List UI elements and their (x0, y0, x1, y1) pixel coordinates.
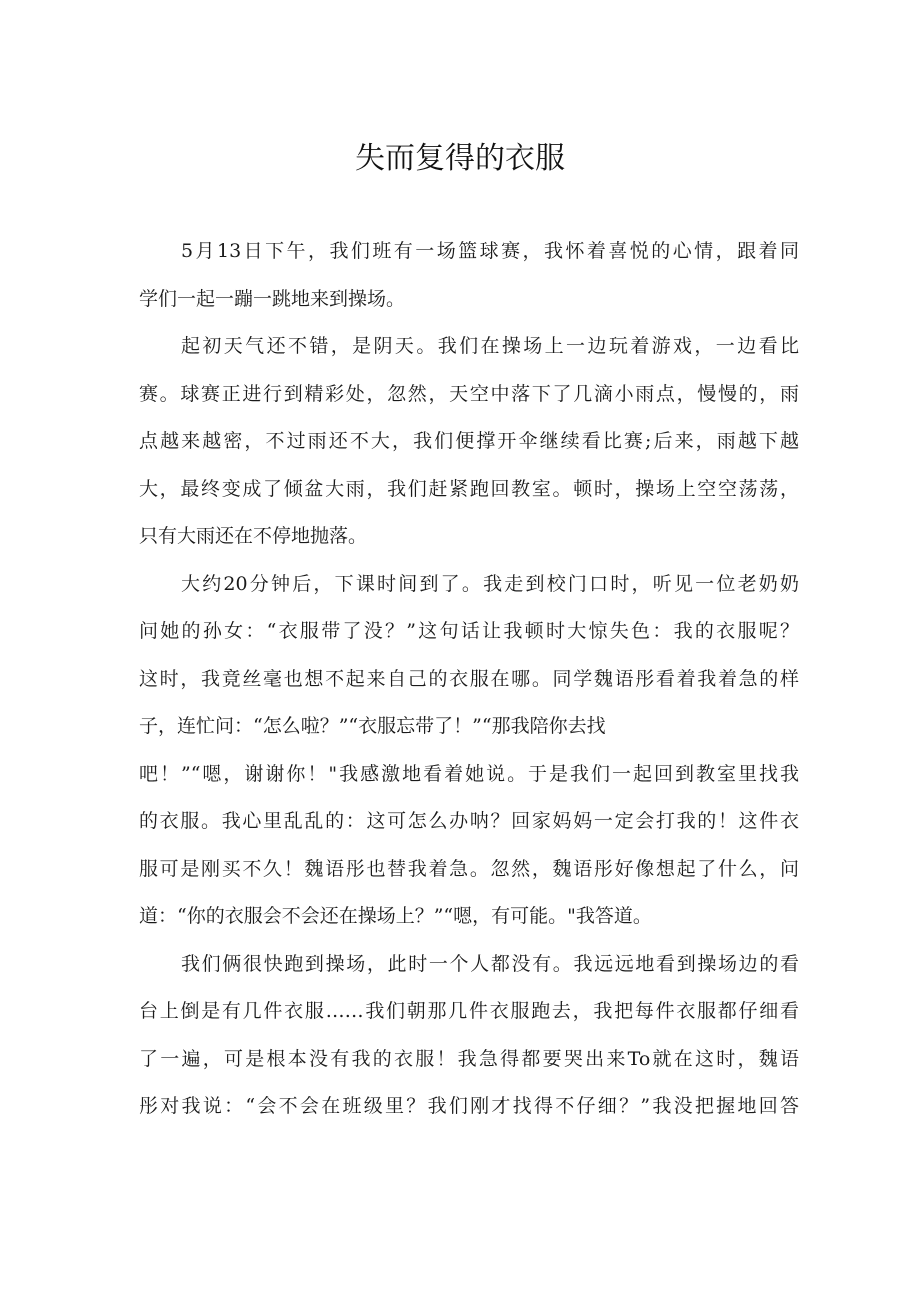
text-line: 台上倒是有几件衣服……我们朝那几件衣服跑去，我把每件衣服都仔细看 (139, 1000, 799, 1022)
text-line: 了一遍，可是根本没有我的衣服！我急得都要哭出来To就在这时，魏语 (139, 1047, 799, 1070)
text-line: 大约20分钟后，下课时间到了。我走到校门口时，听见一位老奶奶 (181, 572, 799, 595)
document-body (139, 228, 799, 1131)
text-line: 5月13日下午，我们班有一场篮球赛，我怀着喜悦的心情，跟着同 (181, 240, 799, 262)
document-title: 失而复得的衣服 (355, 141, 565, 176)
text-line: 学们一起一蹦一跳地来到操场。 (139, 287, 406, 310)
text-line: 我们俩很快跑到操场，此时一个人都没有。我远远地看到操场边的看 (181, 952, 799, 975)
text-line: 道：“你的衣服会不会还在操场上？”“嗯，有可能。"我答道。 (139, 905, 652, 927)
text-line: 子，连忙问：“怎么啦？”“衣服忘带了！”“那我陪你去找 (139, 715, 606, 737)
text-line: 问她的孙女：“衣服带了没？”这句话让我顿时大惊失色：我的衣服呢？ (139, 620, 799, 642)
text-line: 服可是刚买不久！魏语彤也替我着急。忽然，魏语彤好像想起了什么，问 (139, 857, 799, 880)
text-line: 的衣服。我心里乱乱的：这可怎么办呐？回家妈妈一定会打我的！这件衣 (139, 810, 799, 832)
text-line: 彤对我说：“会不会在班级里？我们刚才找得不仔细？”我没把握地回答 (139, 1095, 799, 1117)
text-line: 赛。球赛正进行到精彩处，忽然，天空中落下了几滴小雨点，慢慢的，雨 (139, 382, 799, 405)
text-line: 吧！”“嗯，谢谢你！"我感激地看着她说。于是我们一起回到教室里找我 (139, 762, 799, 785)
text-line: 大，最终变成了倾盆大雨，我们赶紧跑回教室。顿时，操场上空空荡荡， (139, 477, 799, 500)
text-line: 点越来越密，不过雨还不大，我们便撑开伞继续看比赛;后来，雨越下越 (139, 430, 799, 452)
text-line: 这时，我竟丝毫也想不起来自己的衣服在哪。同学魏语彤看着我着急的样 (139, 667, 799, 690)
text-line: 起初天气还不错，是阴天。我们在操场上一边玩着游戏，一边看比 (181, 335, 799, 357)
text-line: 只有大雨还在不停地抛落。 (139, 525, 368, 547)
